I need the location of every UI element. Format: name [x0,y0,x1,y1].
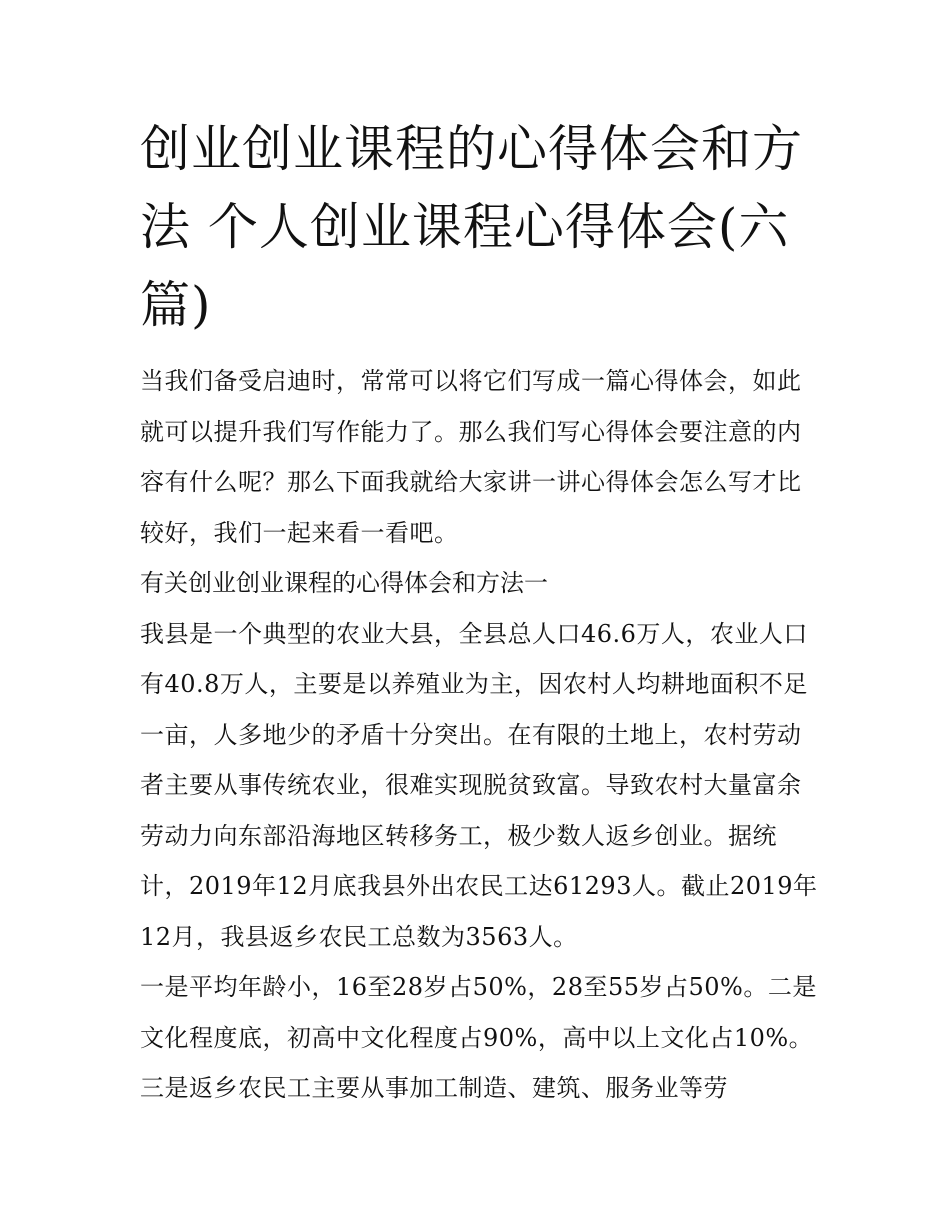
body-paragraph-2: 一是平均年龄小，16至28岁占50%，28至55岁占50%。二是文化程度底，初高中文化程度占90%，高中以上文化占10%。三是返乡农民工主要从事加工制造、建筑、服务业等劳 [140,973,817,1102]
section-heading: 有关创业创业课程的心得体会和方法一 [140,569,548,597]
document-body [140,356,820,1114]
document-title: 创业创业课程的心得体会和方法 个人创业课程心得体会(六篇) [140,120,803,334]
intro-paragraph: 当我们备受启迪时，常常可以将它们写成一篇心得体会，如此就可以提升我们写作能力了。那么我们写心得体会要注意的内容有什么呢？那么下面我就给大家讲一讲心得体会怎么写才比较好，我们一起来看一看吧。 [140,367,802,547]
body-paragraph-1: 我县是一个典型的农业大县，全县总人口46.6万人，农业人口有40.8万人，主要是以养殖业为主，因农村人均耕地面积不足一亩，人多地少的矛盾十分突出。在有限的土地上，农村劳动者主要从事传统农业，很难实现脱贫致富。导致农村大量富余劳动力向东部沿海地区转移务工，极少数人返乡创业。据统计，2019年12月底我县外出农民工达61293人。截止2019年12月，我县返乡农民工总数为3563人。 [140,619,818,951]
document-page [140,110,820,1114]
